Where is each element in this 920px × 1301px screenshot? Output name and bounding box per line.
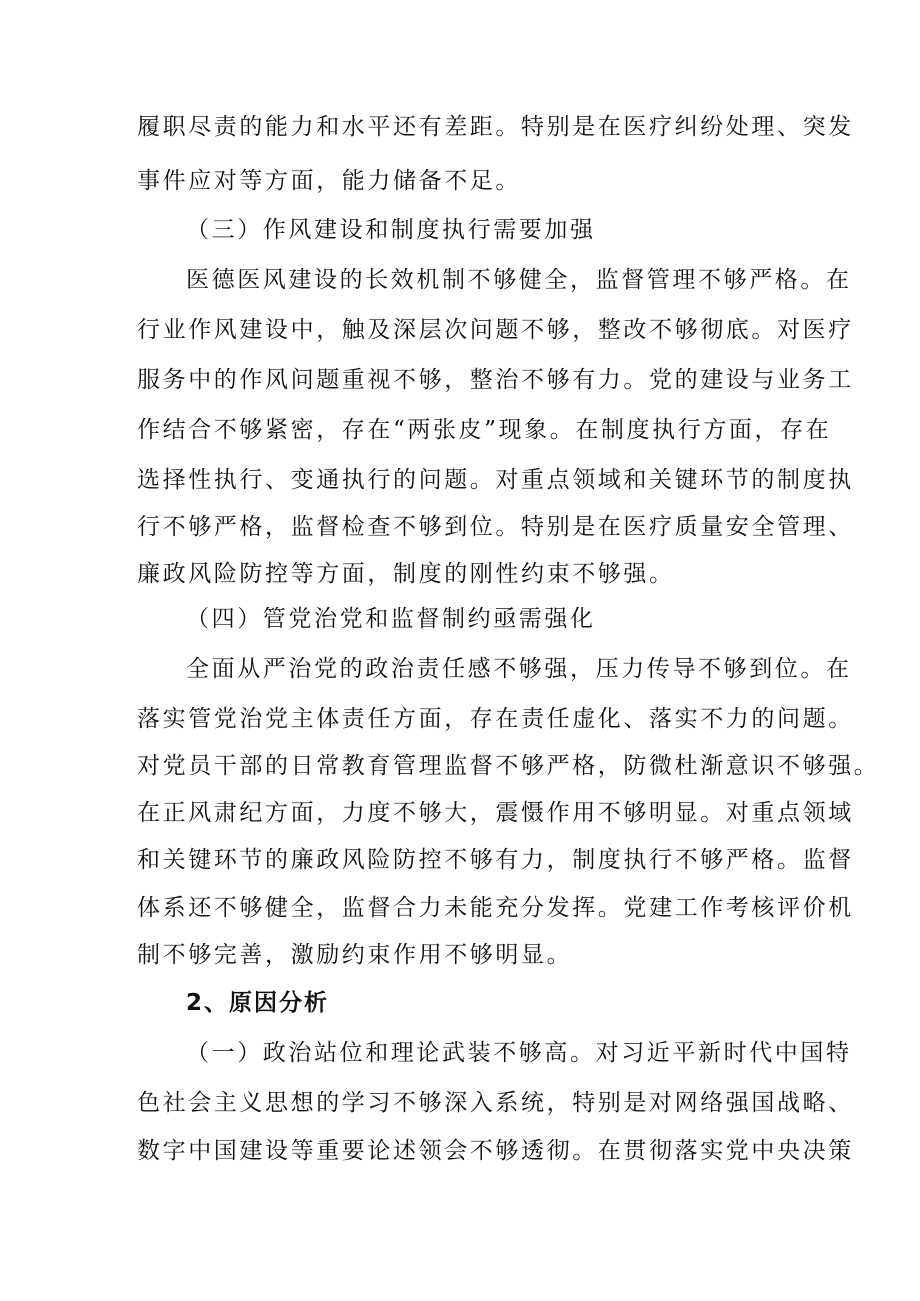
subsection-heading: （四）管党治党和监督制约亟需强化 (186, 606, 596, 632)
text-line: 行不够严格，监督检查不够到位。特别是在医疗质量安全管理、 (137, 514, 854, 540)
section-heading: 2、原因分析 (186, 990, 330, 1016)
text-line: （一）政治站位和理论武装不够高。对习近平新时代中国特 (186, 1040, 852, 1066)
text-line: 体系还不够健全，监督合力未能充分发挥。党建工作考核评价机 (137, 895, 854, 921)
text-line: 色社会主义思想的学习不够深入系统，特别是对网络强国战略、 (137, 1090, 854, 1116)
text-line: 制不够完善，激励约束作用不够明显。 (137, 942, 573, 968)
text-line: 廉政风险防控等方面，制度的刚性约束不够强。 (137, 561, 675, 587)
text-line: 在正风肃纪方面，力度不够大，震慑作用不够明显。对重点领域 (137, 800, 854, 826)
text-line: 行业作风建设中，触及深层次问题不够，整改不够彻底。对医疗 (137, 317, 854, 343)
text-line: 作结合不够紧密，存在“两张皮”现象。在制度执行方面，存在 (137, 417, 832, 443)
text-line: 事件应对等方面，能力储备不足。 (137, 168, 521, 194)
text-line: 选择性执行、变通执行的问题。对重点领域和关键环节的制度执 (137, 467, 854, 493)
text-line: 和关键环节的廉政风险防控不够有力，制度执行不够严格。监督 (137, 847, 854, 873)
text-line: 全面从严治党的政治责任感不够强，压力传导不够到位。在 (186, 656, 852, 682)
subsection-heading: （三）作风建设和制度执行需要加强 (186, 217, 596, 243)
text-line: 对党员干部的日常教育管理监督不够严格，防微杜渐意识不够强。 (137, 753, 880, 779)
text-line: 服务中的作风问题重视不够，整治不够有力。党的建设与业务工 (137, 367, 854, 393)
text-line: 履职尽责的能力和水平还有差距。特别是在医疗纠纷处理、突发 (137, 114, 854, 140)
text-line: 医德医风建设的长效机制不够健全，监督管理不够严格。在 (186, 267, 852, 293)
text-line: 落实管党治党主体责任方面，存在责任虚化、落实不力的问题。 (137, 706, 854, 732)
text-line: 数字中国建设等重要论述领会不够透彻。在贯彻落实党中央决策 (137, 1138, 854, 1164)
